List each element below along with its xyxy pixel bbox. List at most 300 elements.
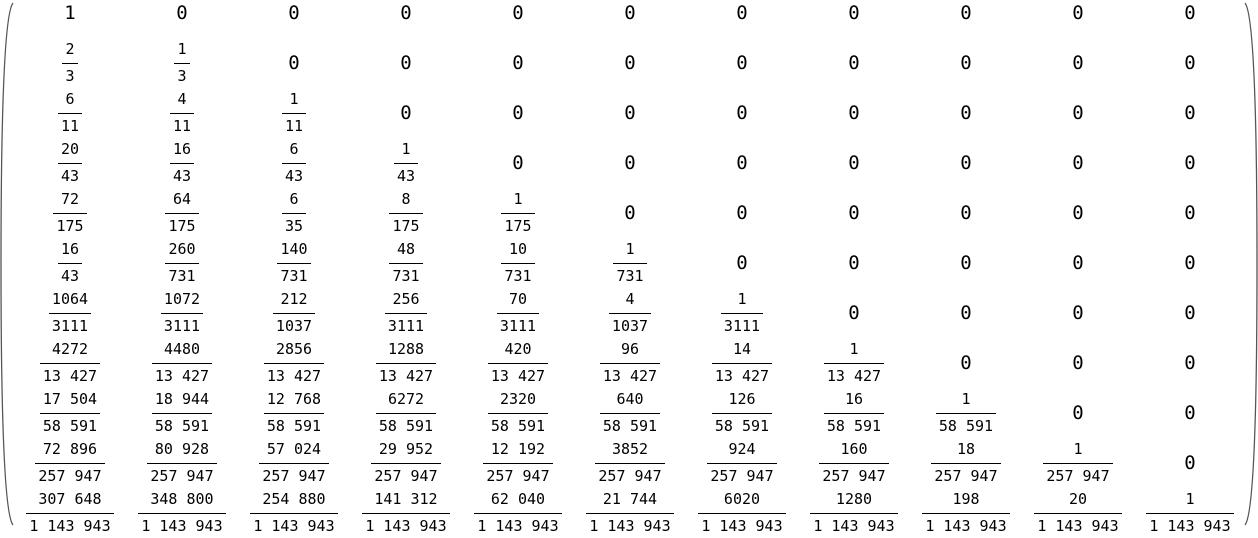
fraction bbox=[138, 491, 226, 535]
matrix-cell bbox=[350, 488, 462, 538]
matrix-cell bbox=[910, 338, 1022, 388]
fraction-bar bbox=[282, 213, 306, 214]
matrix-cell bbox=[462, 0, 574, 38]
fraction-numerator: 18 944 bbox=[154, 390, 210, 408]
fraction bbox=[488, 341, 549, 385]
matrix-cell bbox=[1134, 0, 1246, 38]
fraction-denominator: 58 591 bbox=[714, 417, 770, 435]
fraction-bar bbox=[1034, 513, 1122, 514]
fraction bbox=[161, 291, 203, 335]
fraction-denominator: 257 947 bbox=[262, 467, 326, 485]
fraction-denominator: 13 427 bbox=[154, 367, 210, 385]
matrix-cell bbox=[238, 138, 350, 188]
fraction-bar bbox=[161, 313, 203, 314]
matrix-cell bbox=[126, 488, 238, 538]
fraction-bar bbox=[936, 413, 997, 414]
matrix-cell bbox=[14, 138, 126, 188]
fraction bbox=[53, 191, 86, 235]
fraction bbox=[62, 41, 77, 85]
matrix-entry: 0 bbox=[848, 51, 860, 74]
matrix-cell bbox=[686, 338, 798, 388]
fraction-numerator: 260 bbox=[168, 240, 196, 258]
matrix-cell bbox=[910, 88, 1022, 138]
matrix-cell bbox=[798, 88, 910, 138]
fraction bbox=[58, 91, 82, 135]
matrix-cell bbox=[462, 188, 574, 238]
matrix-cell bbox=[126, 238, 238, 288]
fraction-denominator: 175 bbox=[504, 217, 532, 235]
fraction-bar bbox=[488, 413, 549, 414]
matrix-cell bbox=[1022, 238, 1134, 288]
fraction bbox=[497, 291, 539, 335]
fraction bbox=[389, 241, 422, 285]
matrix-entry: 0 bbox=[1072, 201, 1084, 224]
fraction-bar bbox=[698, 513, 786, 514]
fraction-numerator: 1 bbox=[625, 240, 635, 258]
fraction bbox=[40, 391, 101, 435]
fraction-numerator: 1 bbox=[513, 190, 523, 208]
matrix-entry: 0 bbox=[288, 1, 300, 24]
fraction-numerator: 1 bbox=[289, 90, 299, 108]
fraction-numerator: 72 896 bbox=[42, 440, 98, 458]
matrix-entry: 0 bbox=[1184, 251, 1196, 274]
fraction-bar bbox=[58, 263, 82, 264]
fraction-denominator: 13 427 bbox=[714, 367, 770, 385]
matrix-entry: 0 bbox=[1184, 151, 1196, 174]
fraction-numerator: 64 bbox=[172, 190, 192, 208]
fraction-numerator: 307 648 bbox=[38, 490, 102, 508]
fraction-denominator: 1 143 943 bbox=[1037, 517, 1119, 535]
matrix-cell bbox=[462, 338, 574, 388]
fraction bbox=[26, 491, 114, 535]
fraction-denominator: 257 947 bbox=[150, 467, 214, 485]
matrix-cell bbox=[126, 388, 238, 438]
fraction-bar bbox=[1043, 463, 1113, 464]
fraction bbox=[483, 441, 553, 485]
matrix-cell bbox=[798, 338, 910, 388]
fraction-denominator: 58 591 bbox=[266, 417, 322, 435]
fraction-numerator: 8 bbox=[401, 190, 411, 208]
fraction-bar bbox=[483, 463, 553, 464]
matrix-cell bbox=[798, 38, 910, 88]
matrix-entry: 0 bbox=[1184, 301, 1196, 324]
matrix-cell bbox=[350, 138, 462, 188]
fraction-denominator: 11 bbox=[172, 117, 192, 135]
fraction-denominator: 1 143 943 bbox=[477, 517, 559, 535]
matrix-cell bbox=[238, 488, 350, 538]
matrix-cell bbox=[462, 138, 574, 188]
fraction-denominator: 43 bbox=[284, 167, 304, 185]
fraction-bar bbox=[170, 163, 194, 164]
matrix-entry: 0 bbox=[1184, 451, 1196, 474]
fraction-denominator: 11 bbox=[284, 117, 304, 135]
fraction-bar bbox=[712, 413, 773, 414]
fraction-numerator: 6 bbox=[65, 90, 75, 108]
matrix-entry: 0 bbox=[736, 251, 748, 274]
matrix-cell bbox=[574, 188, 686, 238]
matrix-cell bbox=[14, 288, 126, 338]
matrix-entry: 0 bbox=[736, 1, 748, 24]
matrix-entry: 0 bbox=[1072, 51, 1084, 74]
matrix-cell bbox=[14, 438, 126, 488]
fraction bbox=[273, 291, 315, 335]
matrix-entry: 0 bbox=[848, 101, 860, 124]
matrix-cell bbox=[14, 338, 126, 388]
fraction-numerator: 1 bbox=[1073, 440, 1083, 458]
matrix-entry: 0 bbox=[1184, 351, 1196, 374]
matrix-cell bbox=[462, 238, 574, 288]
fraction-numerator: 640 bbox=[616, 390, 644, 408]
fraction-numerator: 48 bbox=[396, 240, 416, 258]
fraction-numerator: 4480 bbox=[163, 340, 201, 358]
matrix-entry: 0 bbox=[848, 1, 860, 24]
matrix-entry: 0 bbox=[1072, 401, 1084, 424]
fraction bbox=[170, 141, 194, 185]
matrix-cell bbox=[1022, 38, 1134, 88]
matrix-entry: 0 bbox=[960, 351, 972, 374]
fraction-numerator: 16 bbox=[172, 140, 192, 158]
fraction-numerator: 1280 bbox=[835, 490, 873, 508]
matrix-entry: 0 bbox=[624, 1, 636, 24]
fraction-bar bbox=[600, 413, 661, 414]
fraction-bar bbox=[40, 413, 101, 414]
matrix-entry: 0 bbox=[1184, 201, 1196, 224]
matrix-entry: 0 bbox=[1072, 151, 1084, 174]
fraction-bar bbox=[40, 363, 101, 364]
fraction-bar bbox=[174, 63, 189, 64]
matrix-entry: 0 bbox=[960, 101, 972, 124]
fraction-denominator: 257 947 bbox=[710, 467, 774, 485]
fraction bbox=[501, 191, 534, 235]
matrix-cell bbox=[574, 388, 686, 438]
matrix-entry: 0 bbox=[1072, 101, 1084, 124]
matrix-cell bbox=[798, 288, 910, 338]
fraction-bar bbox=[376, 413, 437, 414]
fraction-bar bbox=[595, 463, 665, 464]
matrix-cell bbox=[910, 238, 1022, 288]
fraction bbox=[586, 491, 674, 535]
fraction-denominator: 1037 bbox=[275, 317, 313, 335]
fraction-denominator: 11 bbox=[60, 117, 80, 135]
matrix-cell bbox=[574, 338, 686, 388]
fraction bbox=[385, 291, 427, 335]
matrix-cell bbox=[126, 438, 238, 488]
matrix-cell bbox=[798, 188, 910, 238]
fraction-denominator: 3 bbox=[177, 67, 187, 85]
matrix-entry: 0 bbox=[624, 51, 636, 74]
fraction-bar bbox=[922, 513, 1010, 514]
matrix-entry: 0 bbox=[400, 1, 412, 24]
fraction bbox=[371, 441, 441, 485]
matrix-cell bbox=[14, 38, 126, 88]
matrix-cell bbox=[1022, 188, 1134, 238]
fraction-denominator: 3 bbox=[65, 67, 75, 85]
matrix-cell bbox=[350, 338, 462, 388]
fraction-numerator: 4 bbox=[177, 90, 187, 108]
fraction-numerator: 6020 bbox=[723, 490, 761, 508]
matrix-entry: 0 bbox=[960, 51, 972, 74]
fraction-bar bbox=[282, 163, 306, 164]
fraction-bar bbox=[371, 463, 441, 464]
fraction bbox=[277, 241, 310, 285]
matrix-cell bbox=[1134, 138, 1246, 188]
fraction-numerator: 21 744 bbox=[602, 490, 658, 508]
fraction-denominator: 1037 bbox=[611, 317, 649, 335]
fraction-numerator: 1 bbox=[1185, 490, 1195, 508]
fraction bbox=[824, 391, 885, 435]
fraction-bar bbox=[259, 463, 329, 464]
matrix-entry: 0 bbox=[848, 251, 860, 274]
fraction-bar bbox=[1146, 513, 1234, 514]
fraction bbox=[488, 391, 549, 435]
fraction-numerator: 70 bbox=[508, 290, 528, 308]
matrix-cell bbox=[686, 38, 798, 88]
matrix-cell bbox=[14, 88, 126, 138]
fraction-bar bbox=[385, 313, 427, 314]
fraction-bar bbox=[600, 363, 661, 364]
matrix-cell bbox=[910, 438, 1022, 488]
fraction-numerator: 126 bbox=[728, 390, 756, 408]
matrix-entry: 0 bbox=[176, 1, 188, 24]
fraction-bar bbox=[170, 113, 194, 114]
fraction-bar bbox=[712, 363, 773, 364]
fraction-numerator: 72 bbox=[60, 190, 80, 208]
fraction-numerator: 212 bbox=[280, 290, 308, 308]
fraction bbox=[819, 441, 889, 485]
matrix-cell bbox=[350, 38, 462, 88]
fraction-bar bbox=[474, 513, 562, 514]
fraction-denominator: 257 947 bbox=[598, 467, 662, 485]
fraction bbox=[282, 191, 306, 235]
matrix-cell bbox=[14, 188, 126, 238]
fraction-denominator: 58 591 bbox=[490, 417, 546, 435]
fraction bbox=[152, 341, 213, 385]
matrix-cell bbox=[798, 0, 910, 38]
fraction bbox=[170, 91, 194, 135]
matrix-entry: 0 bbox=[960, 251, 972, 274]
fraction-denominator: 257 947 bbox=[934, 467, 998, 485]
matrix-cell bbox=[686, 88, 798, 138]
fraction-denominator: 731 bbox=[168, 267, 196, 285]
matrix-entry: 0 bbox=[512, 1, 524, 24]
fraction-bar bbox=[165, 263, 198, 264]
matrix-cell bbox=[126, 338, 238, 388]
matrix-entry: 0 bbox=[848, 301, 860, 324]
matrix-cell bbox=[1022, 488, 1134, 538]
matrix-entry: 0 bbox=[1184, 51, 1196, 74]
fraction-bar bbox=[824, 363, 885, 364]
fraction-bar bbox=[58, 163, 82, 164]
fraction-numerator: 16 bbox=[844, 390, 864, 408]
matrix-cell bbox=[686, 188, 798, 238]
fraction-denominator: 175 bbox=[392, 217, 420, 235]
matrix-entry: 0 bbox=[624, 151, 636, 174]
matrix-entry: 0 bbox=[736, 51, 748, 74]
matrix-entry: 0 bbox=[512, 101, 524, 124]
matrix-cell bbox=[350, 188, 462, 238]
fraction-denominator: 13 427 bbox=[490, 367, 546, 385]
fraction bbox=[40, 341, 101, 385]
matrix-entry: 0 bbox=[1184, 101, 1196, 124]
matrix-entry: 0 bbox=[1072, 251, 1084, 274]
left-parenthesis bbox=[0, 0, 14, 528]
fraction bbox=[49, 291, 91, 335]
fraction bbox=[712, 391, 773, 435]
fraction-denominator: 175 bbox=[56, 217, 84, 235]
fraction-bar bbox=[152, 363, 213, 364]
fraction-bar bbox=[152, 413, 213, 414]
matrix-entry: 0 bbox=[400, 51, 412, 74]
matrix-cell bbox=[1022, 288, 1134, 338]
fraction-numerator: 16 bbox=[60, 240, 80, 258]
matrix-entry: 0 bbox=[512, 151, 524, 174]
matrix-cell bbox=[238, 0, 350, 38]
matrix-cell bbox=[574, 288, 686, 338]
matrix-cell bbox=[238, 288, 350, 338]
matrix-entry: 0 bbox=[512, 51, 524, 74]
matrix-cell bbox=[1134, 88, 1246, 138]
fraction bbox=[707, 441, 777, 485]
fraction-bar bbox=[264, 413, 325, 414]
matrix-cell bbox=[910, 488, 1022, 538]
matrix-cell bbox=[238, 88, 350, 138]
fraction-denominator: 1 143 943 bbox=[365, 517, 447, 535]
fraction bbox=[264, 391, 325, 435]
fraction-bar bbox=[810, 513, 898, 514]
fraction bbox=[389, 191, 422, 235]
fraction-numerator: 141 312 bbox=[374, 490, 438, 508]
fraction-numerator: 348 800 bbox=[150, 490, 214, 508]
fraction-denominator: 257 947 bbox=[822, 467, 886, 485]
fraction-bar bbox=[389, 213, 422, 214]
right-parenthesis bbox=[1244, 0, 1258, 528]
matrix-cell bbox=[126, 288, 238, 338]
fraction-bar bbox=[35, 463, 105, 464]
matrix-cell bbox=[350, 288, 462, 338]
fraction-bar bbox=[389, 263, 422, 264]
fraction-numerator: 4 bbox=[625, 290, 635, 308]
fraction-bar bbox=[394, 163, 418, 164]
fraction-denominator: 731 bbox=[616, 267, 644, 285]
fraction-numerator: 2856 bbox=[275, 340, 313, 358]
fraction-numerator: 1 bbox=[177, 40, 187, 58]
fraction-denominator: 175 bbox=[168, 217, 196, 235]
fraction bbox=[810, 491, 898, 535]
fraction-numerator: 198 bbox=[952, 490, 980, 508]
fraction bbox=[264, 341, 325, 385]
fraction bbox=[600, 341, 661, 385]
fraction-denominator: 1 143 943 bbox=[925, 517, 1007, 535]
matrix-cell bbox=[1022, 0, 1134, 38]
fraction bbox=[376, 341, 437, 385]
fraction-numerator: 6 bbox=[289, 190, 299, 208]
fraction-bar bbox=[165, 213, 198, 214]
fraction bbox=[376, 391, 437, 435]
fraction-denominator: 1 143 943 bbox=[813, 517, 895, 535]
matrix-cell bbox=[238, 338, 350, 388]
matrix-cell bbox=[1022, 338, 1134, 388]
matrix-cell bbox=[126, 88, 238, 138]
fraction-bar bbox=[931, 463, 1001, 464]
fraction-numerator: 256 bbox=[392, 290, 420, 308]
fraction-numerator: 254 880 bbox=[262, 490, 326, 508]
fraction bbox=[922, 491, 1010, 535]
matrix-cell bbox=[574, 488, 686, 538]
matrix-cell bbox=[126, 188, 238, 238]
matrix-entry: 0 bbox=[960, 201, 972, 224]
fraction-bar bbox=[282, 113, 306, 114]
fraction-numerator: 29 952 bbox=[378, 440, 434, 458]
matrix-cell bbox=[910, 388, 1022, 438]
fraction bbox=[282, 141, 306, 185]
fraction-numerator: 6 bbox=[289, 140, 299, 158]
matrix-entry: 0 bbox=[736, 201, 748, 224]
matrix-entry: 0 bbox=[1072, 1, 1084, 24]
fraction-bar bbox=[147, 463, 217, 464]
fraction-denominator: 13 427 bbox=[602, 367, 658, 385]
fraction-numerator: 2320 bbox=[499, 390, 537, 408]
fraction-numerator: 1 bbox=[961, 390, 971, 408]
matrix-cell bbox=[1022, 438, 1134, 488]
matrix-cell bbox=[238, 188, 350, 238]
matrix-cell bbox=[686, 388, 798, 438]
fraction-denominator: 58 591 bbox=[938, 417, 994, 435]
fraction bbox=[609, 291, 651, 335]
fraction bbox=[721, 291, 763, 335]
fraction-denominator: 731 bbox=[504, 267, 532, 285]
matrix-cell bbox=[1134, 388, 1246, 438]
matrix-cell bbox=[686, 238, 798, 288]
matrix-cell bbox=[238, 388, 350, 438]
fraction bbox=[595, 441, 665, 485]
fraction bbox=[165, 191, 198, 235]
matrix-cell bbox=[798, 438, 910, 488]
matrix-cell bbox=[350, 88, 462, 138]
matrix-cell bbox=[462, 288, 574, 338]
fraction-numerator: 1064 bbox=[51, 290, 89, 308]
fraction-numerator: 6272 bbox=[387, 390, 425, 408]
fraction-numerator: 12 768 bbox=[266, 390, 322, 408]
fraction-denominator: 1 143 943 bbox=[141, 517, 223, 535]
matrix-entry: 0 bbox=[736, 101, 748, 124]
fraction-denominator: 731 bbox=[392, 267, 420, 285]
fraction-numerator: 1072 bbox=[163, 290, 201, 308]
fraction-bar bbox=[497, 313, 539, 314]
matrix-cell bbox=[1022, 88, 1134, 138]
fraction-bar bbox=[53, 213, 86, 214]
matrix-entry: 0 bbox=[624, 101, 636, 124]
matrix-cell bbox=[574, 88, 686, 138]
matrix-entry: 0 bbox=[960, 301, 972, 324]
fraction-denominator: 58 591 bbox=[42, 417, 98, 435]
matrix-cell bbox=[462, 38, 574, 88]
fraction-denominator: 257 947 bbox=[1046, 467, 1110, 485]
fraction-denominator: 1 143 943 bbox=[253, 517, 335, 535]
matrix-grid bbox=[14, 0, 1244, 535]
matrix-cell bbox=[910, 38, 1022, 88]
fraction bbox=[394, 141, 418, 185]
fraction-denominator: 13 427 bbox=[266, 367, 322, 385]
matrix-cell bbox=[350, 238, 462, 288]
matrix-entry: 0 bbox=[960, 1, 972, 24]
matrix-cell bbox=[126, 0, 238, 38]
matrix-cell bbox=[350, 388, 462, 438]
matrix-cell bbox=[350, 438, 462, 488]
matrix-entry: 0 bbox=[288, 51, 300, 74]
fraction-numerator: 4272 bbox=[51, 340, 89, 358]
fraction-numerator: 160 bbox=[840, 440, 868, 458]
matrix-cell bbox=[238, 238, 350, 288]
